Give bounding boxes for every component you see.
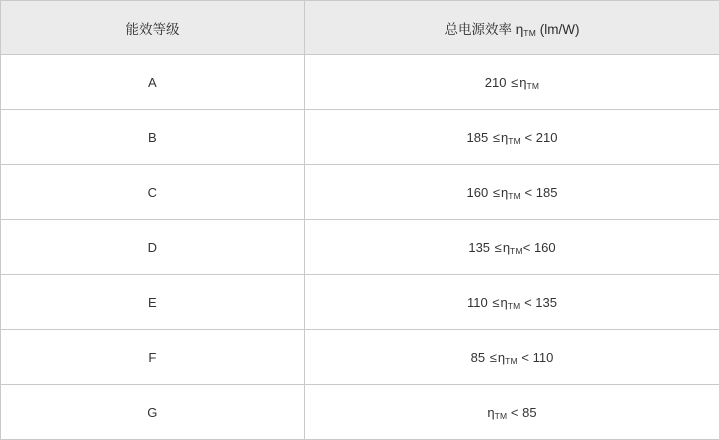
- eta-subscript: TM: [527, 81, 540, 91]
- grade-value: G: [1, 385, 305, 440]
- eta-subscript: TM: [495, 411, 508, 421]
- range-operator-right: <: [525, 130, 533, 145]
- range-right: 210: [536, 130, 558, 145]
- range-operator-left: ≤: [510, 75, 519, 90]
- range-right: 160: [534, 240, 556, 255]
- eta-symbol: η: [487, 405, 494, 420]
- range-operator-left: ≤: [492, 130, 501, 145]
- range-operator-left: ≤: [494, 240, 503, 255]
- eta-symbol: η: [503, 240, 510, 255]
- table-header: [1, 1, 719, 55]
- eta-subscript: TM: [510, 246, 523, 256]
- grade-value: C: [1, 165, 305, 220]
- table-row: [1, 330, 719, 385]
- range-operator-right: <: [525, 185, 533, 200]
- table-row: [1, 275, 719, 330]
- grade-value: A: [1, 55, 305, 110]
- range-left: 85: [471, 350, 485, 365]
- grade-value: B: [1, 110, 305, 165]
- column-header-grade: 能效等级: [1, 1, 305, 55]
- eta-subscript: TM: [505, 356, 518, 366]
- range-operator-right: <: [511, 405, 519, 420]
- grade-value: D: [1, 220, 305, 275]
- efficiency-value: [305, 55, 719, 110]
- table-row: [1, 110, 719, 165]
- range-operator-right: <: [523, 240, 531, 255]
- grade-value: F: [1, 330, 305, 385]
- column-header-efficiency: [305, 1, 719, 55]
- table-header-row: [1, 1, 719, 55]
- range-right: 110: [533, 350, 554, 365]
- range-left: 160: [467, 185, 489, 200]
- range-operator-right: <: [524, 295, 532, 310]
- table-row: [1, 220, 719, 275]
- range-operator-left: ≤: [491, 295, 500, 310]
- column-header-efficiency-unit: (lm/W): [536, 22, 579, 37]
- eta-subscript: TM: [508, 191, 521, 201]
- efficiency-value: [305, 220, 719, 275]
- range-right: 185: [536, 185, 558, 200]
- grade-value: E: [1, 275, 305, 330]
- table-body: [1, 55, 719, 440]
- eta-symbol: η: [501, 295, 508, 310]
- table-row: [1, 385, 719, 440]
- range-left: 110: [467, 295, 488, 310]
- range-left: 185: [467, 130, 489, 145]
- range-left: 210: [485, 75, 507, 90]
- eta-symbol: η: [498, 350, 505, 365]
- efficiency-value: [305, 275, 719, 330]
- column-header-efficiency-prefix: 总电源效率: [445, 22, 516, 37]
- table-row: [1, 55, 719, 110]
- efficiency-value: [305, 330, 719, 385]
- range-right: 135: [535, 295, 557, 310]
- eta-symbol: η: [501, 130, 508, 145]
- range-operator-right: <: [521, 350, 529, 365]
- column-header-eta-subscript: TM: [523, 28, 536, 38]
- eta-symbol: η: [519, 75, 526, 90]
- eta-symbol: η: [501, 185, 508, 200]
- range-operator-left: ≤: [489, 350, 498, 365]
- table-row: [1, 165, 719, 220]
- efficiency-value: [305, 110, 719, 165]
- range-left: 135: [468, 240, 490, 255]
- efficiency-value: [305, 385, 719, 440]
- range-operator-left: ≤: [492, 185, 501, 200]
- eta-subscript: TM: [508, 301, 521, 311]
- eta-subscript: TM: [508, 136, 521, 146]
- column-header-eta-symbol: η: [516, 22, 524, 37]
- efficiency-value: [305, 165, 719, 220]
- range-right: 85: [522, 405, 536, 420]
